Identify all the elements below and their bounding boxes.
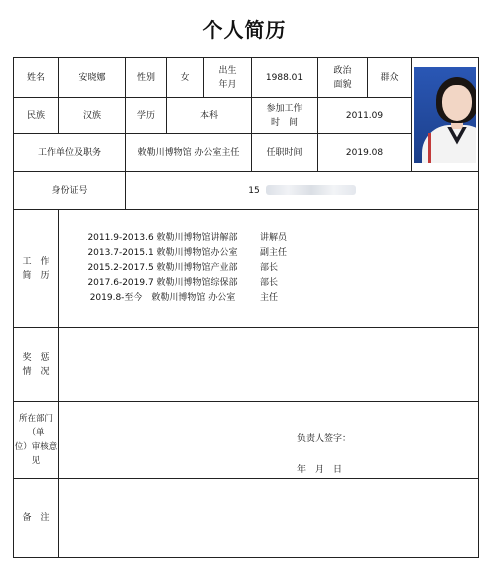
- work-position: 主任: [260, 293, 279, 303]
- work-period: 2015.2-2017.5 敕勒川博物馆产业部: [87, 263, 238, 273]
- birth-label: 出生 年月: [204, 58, 252, 98]
- work-period: 2011.9-2013.6 敕勒川博物馆讲解部: [87, 233, 238, 243]
- work-history-cell: [59, 210, 479, 328]
- work-period: 2013.7-2015.1 敕勒川博物馆办公室: [87, 248, 238, 258]
- signature-label: 负责人签字：: [297, 434, 352, 444]
- remarks-value: [59, 479, 479, 558]
- resume-table: [13, 57, 479, 558]
- appointment-time-value: 2019.08: [318, 134, 412, 172]
- gender-label: 性别: [126, 58, 167, 98]
- id-number-value: 15: [248, 185, 260, 196]
- awards-value: [59, 328, 479, 402]
- page-title: 个人简历: [202, 18, 287, 42]
- education-value: 本科: [167, 98, 252, 134]
- photo-cell: [412, 58, 479, 172]
- ethnicity-label: 民族: [14, 98, 59, 134]
- political-label: 政治 面貌: [318, 58, 368, 98]
- awards-label: 奖 惩 情 况: [14, 328, 59, 402]
- work-history-row: [65, 276, 478, 291]
- work-history-row: [65, 246, 478, 261]
- id-number-cell: [126, 172, 479, 210]
- political-value: 群众: [368, 58, 412, 98]
- portrait-photo: [414, 67, 476, 163]
- work-period: 2017.6-2019.7 敕勒川博物馆综保部: [87, 278, 238, 288]
- dept-opinion-cell: [59, 402, 479, 479]
- work-position: 讲解员: [260, 233, 288, 243]
- work-position: 副主任: [260, 248, 288, 258]
- work-history-row: [65, 231, 478, 246]
- appointment-time-label: 任职时间: [252, 134, 318, 172]
- work-history-row: [65, 291, 478, 306]
- education-label: 学历: [126, 98, 167, 134]
- name-label: 姓名: [14, 58, 59, 98]
- ethnicity-value: 汉族: [59, 98, 126, 134]
- birth-value: 1988.01: [252, 58, 318, 98]
- work-position: 部长: [260, 278, 279, 288]
- resume-label: 工 作 简 历: [14, 210, 59, 328]
- redacted-blur: [266, 185, 356, 195]
- gender-value: 女: [167, 58, 204, 98]
- remarks-label: 备 注: [14, 479, 59, 558]
- dept-opinion-label: 所在部门（单 位）审核意见: [14, 402, 59, 479]
- work-period: 2019.8-至今 敕勒川博物馆 办公室: [89, 293, 236, 303]
- name-value: 安晓娜: [59, 58, 126, 98]
- work-position: 部长: [260, 263, 279, 273]
- employer-position-label: 工作单位及职务: [14, 134, 126, 172]
- date-label: 年 月 日: [297, 465, 343, 475]
- work-history-row: [65, 261, 478, 276]
- id-number-label: 身份证号: [14, 172, 126, 210]
- work-start-label: 参加工作 时 间: [252, 98, 318, 134]
- work-start-value: 2011.09: [318, 98, 412, 134]
- employer-position-value: 敕勒川博物馆 办公室主任: [126, 134, 252, 172]
